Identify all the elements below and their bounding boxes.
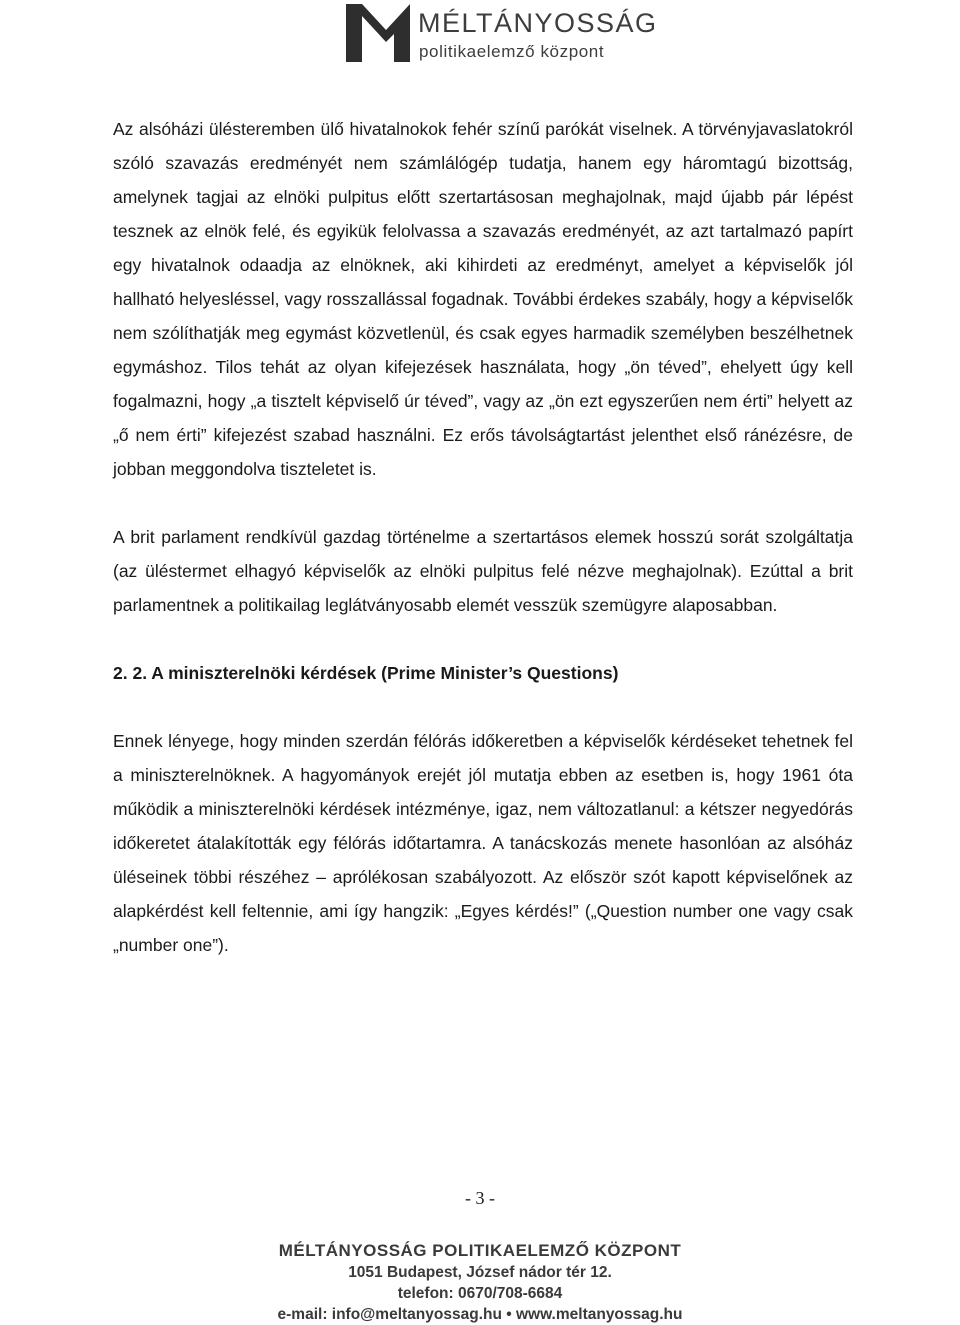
org-subtitle: politikaelemző központ [419,42,605,61]
footer-phone: telefon: 0670/708-6684 [397,1285,563,1302]
footer-contact: e-mail: info@meltanyossag.hu • www.meltanyossag.hu [277,1306,683,1323]
paragraph-1: Az alsóházi ülésteremben ülő hivatalnokok fehér színű parókát viselnek. A törvényjavaslatokról szóló szavazás eredményét nem számlálógép tudatja, hanem egy háromtagú bizottság, amelynek tagjai az elnöki pulpitus előtt szertartásosan meghajolnak, majd újabb pár lépést tesznek az elnök felé, és egyikük felolvassa a szavazás eredményét, az azt tartalmazó papírt egy hivatalnok odaadja az elnöknek, aki kihirdeti az eredményt, amelyet a képviselők jól hallható helyesléssel, vagy rosszallással fogadnak. További érdekes szabály, hogy a képviselők nem szólíthatják meg egymást közvetlenül, és csak egyes harmadik személyben beszélhetnek egymáshoz. Tilos tehát az olyan kifejezések használata, hogy „ön téved”, ehelyett úgy kell fogalmazni, hogy „a tisztelt képviselő úr téved”, vagy az „ön ezt egyszerűen nem érti” helyett az „ő nem érti” kifejezést szabad használni. Ez erős távolságtartást jelenthet első ránézésre, de jobban meggondolva tiszteletet is. [113,119,853,479]
page-number: - 3 - [465,1188,495,1208]
section-heading: 2. 2. A miniszterelnöki kérdések (Prime Minister’s Questions) [113,663,619,683]
org-name: MÉLTÁNYOSSÁG [418,8,658,38]
footer [0,1240,960,1325]
footer-address: 1051 Budapest, József nádor tér 12. [348,1264,612,1281]
meltanyossag-logo-icon [346,4,410,62]
footer-org-name: MÉLTÁNYOSSÁG POLITIKAELEMZŐ KÖZPONT [278,1241,682,1260]
document-body [113,112,853,962]
paragraph-3: Ennek lényege, hogy minden szerdán félórás időkeretben a képviselők kérdéseket tehetnek fel a miniszterelnöknek. A hagyományok erejét jól mutatja ebben az esetben is, hogy 1961 óta működik a miniszterelnöki kérdések intézménye, igaz, nem változatlanul: a kétszer negyedórás időkeretet átalakították egy félórás időtartamra. A tanácskozás menete hasonlóan az alsóház üléseinek többi részéhez – aprólékosan szabályozott. Az először szót kapott képviselőnek az alapkérdést kell feltennie, ami így hangzik: „Egyes kérdés!” („Question number one vagy csak „number one”). [113,731,853,955]
header-logo [346,4,658,66]
paragraph-2: A brit parlament rendkívül gazdag történelme a szertartásos elemek hosszú sorát szolgáltatja (az üléstermet elhagyó képviselők az elnöki pulpitus felé nézve meghajolnak). Ezúttal a brit parlamentnek a politikailag leglátványosabb elemét vesszük szemügyre alaposabban. [113,527,853,615]
